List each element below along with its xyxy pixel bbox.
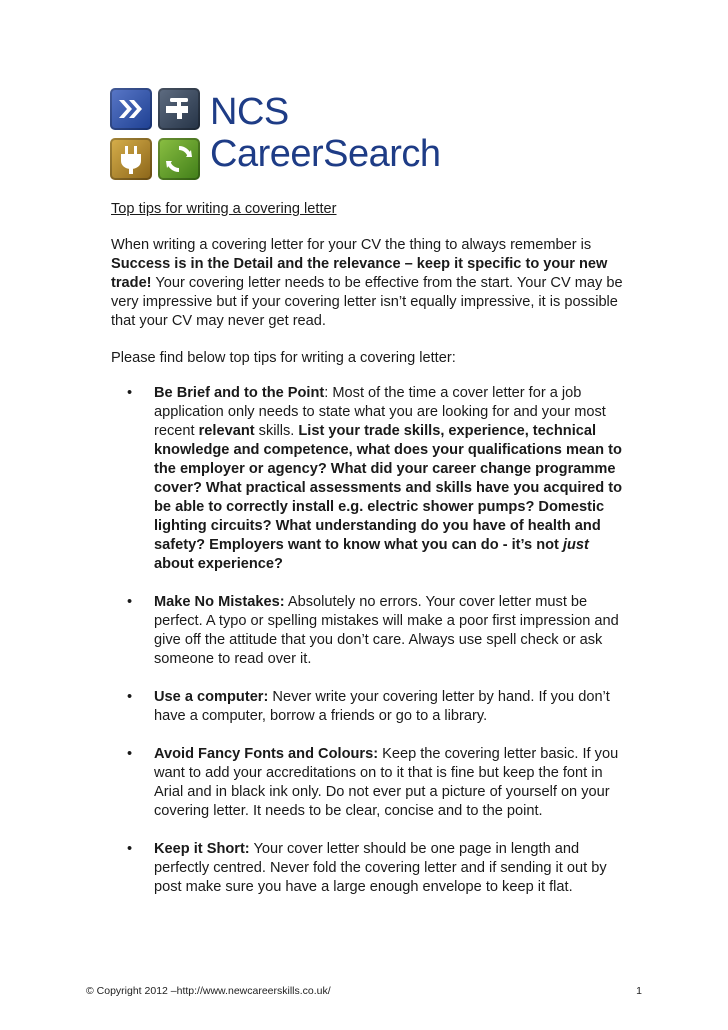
intro-paragraph (111, 236, 626, 331)
tip-text: Never write your covering letter by hand. If you don’t have a computer, borrow a friends or go to a library. (154, 689, 610, 724)
tip-text: Absolutely no errors. Your cover letter must be perfect. A typo or spelling mistakes will make a poor first impression and give off the attitude that you don’t care. Always use spell check or ask someone to read over it. (154, 594, 619, 667)
tip-be-brief (111, 384, 626, 574)
tip-make-no-mistakes (111, 593, 626, 669)
tip-text: Keep the covering letter basic. If you want to add your accreditations on to it that is fine but keep the font in Arial and in black ink only. Do not ever put a picture of yourself on your covering letter. It needs to be clear, concise and to the point. (154, 746, 619, 819)
bullet-marker: • (127, 689, 133, 705)
tips-list (111, 384, 626, 897)
intro-text-start: When writing a covering letter for your CV the thing to always remember is (111, 237, 592, 253)
plug-icon (110, 138, 152, 180)
ncs-careersearch-logo (110, 88, 450, 184)
tip-emphasis-end: about experience? (154, 556, 283, 572)
tip-text: : Most of the time a cover letter for a job application only needs to state what you are looking for and your most recent (154, 385, 606, 439)
document-title: Top tips for writing a covering letter (111, 201, 337, 217)
document-body (111, 200, 626, 916)
tip-emphasis: List your trade skills, experience, technical knowledge and competence, what does your qualifications mean to the employer or agency? What did your career change programme cover? What practical assessments and skills have you acquired to be able to correctly install e.g. electric shower pumps? Domestic lighting circuits? What understanding do you have of health and safety? Employers want to know what you can do - it’s not (154, 423, 622, 553)
page-number: 1 (636, 985, 642, 997)
intro-text-end: Your covering letter needs to be effective from the start. Your CV may be very impressive but if your covering letter isn’t equally impressive, it is possible that your CV may never get read. (111, 275, 623, 329)
double-chevron-icon (110, 88, 152, 130)
tips-lead-paragraph: Please find below top tips for writing a covering letter: (111, 350, 456, 366)
logo-text-ncs: NCS (210, 91, 289, 133)
tip-title: Be Brief and to the Point (154, 385, 325, 401)
tip-use-a-computer (111, 688, 626, 726)
tip-emphasis-just: just (562, 537, 589, 553)
tip-text: Your cover letter should be one page in length and perfectly centred. Never fold the covering letter and if sending it out by post make sure you have a large enough envelope to keep it flat. (154, 841, 607, 895)
logo-text-careersearch: CareerSearch (210, 133, 441, 175)
tip-avoid-fancy-fonts (111, 745, 626, 821)
tap-icon (158, 88, 200, 130)
tip-emphasis-relevant: relevant (198, 423, 255, 439)
bullet-marker: • (127, 594, 133, 610)
bullet-marker: • (127, 841, 133, 857)
page-footer (86, 985, 642, 997)
copyright-text: © Copyright 2012 –http://www.newcareerskills.co.uk/ (86, 985, 331, 997)
refresh-icon (158, 138, 200, 180)
intro-emphasis: Success is in the Detail and the relevance – keep it specific to your new trade! (111, 256, 608, 291)
bullet-marker: • (127, 385, 133, 401)
tip-title: Use a computer: (154, 689, 269, 705)
tip-title: Make No Mistakes: (154, 594, 285, 610)
tip-title: Avoid Fancy Fonts and Colours: (154, 746, 379, 762)
tip-text: skills. (254, 423, 299, 439)
tip-title: Keep it Short: (154, 841, 250, 857)
bullet-marker: • (127, 746, 133, 762)
tip-keep-it-short (111, 840, 626, 897)
